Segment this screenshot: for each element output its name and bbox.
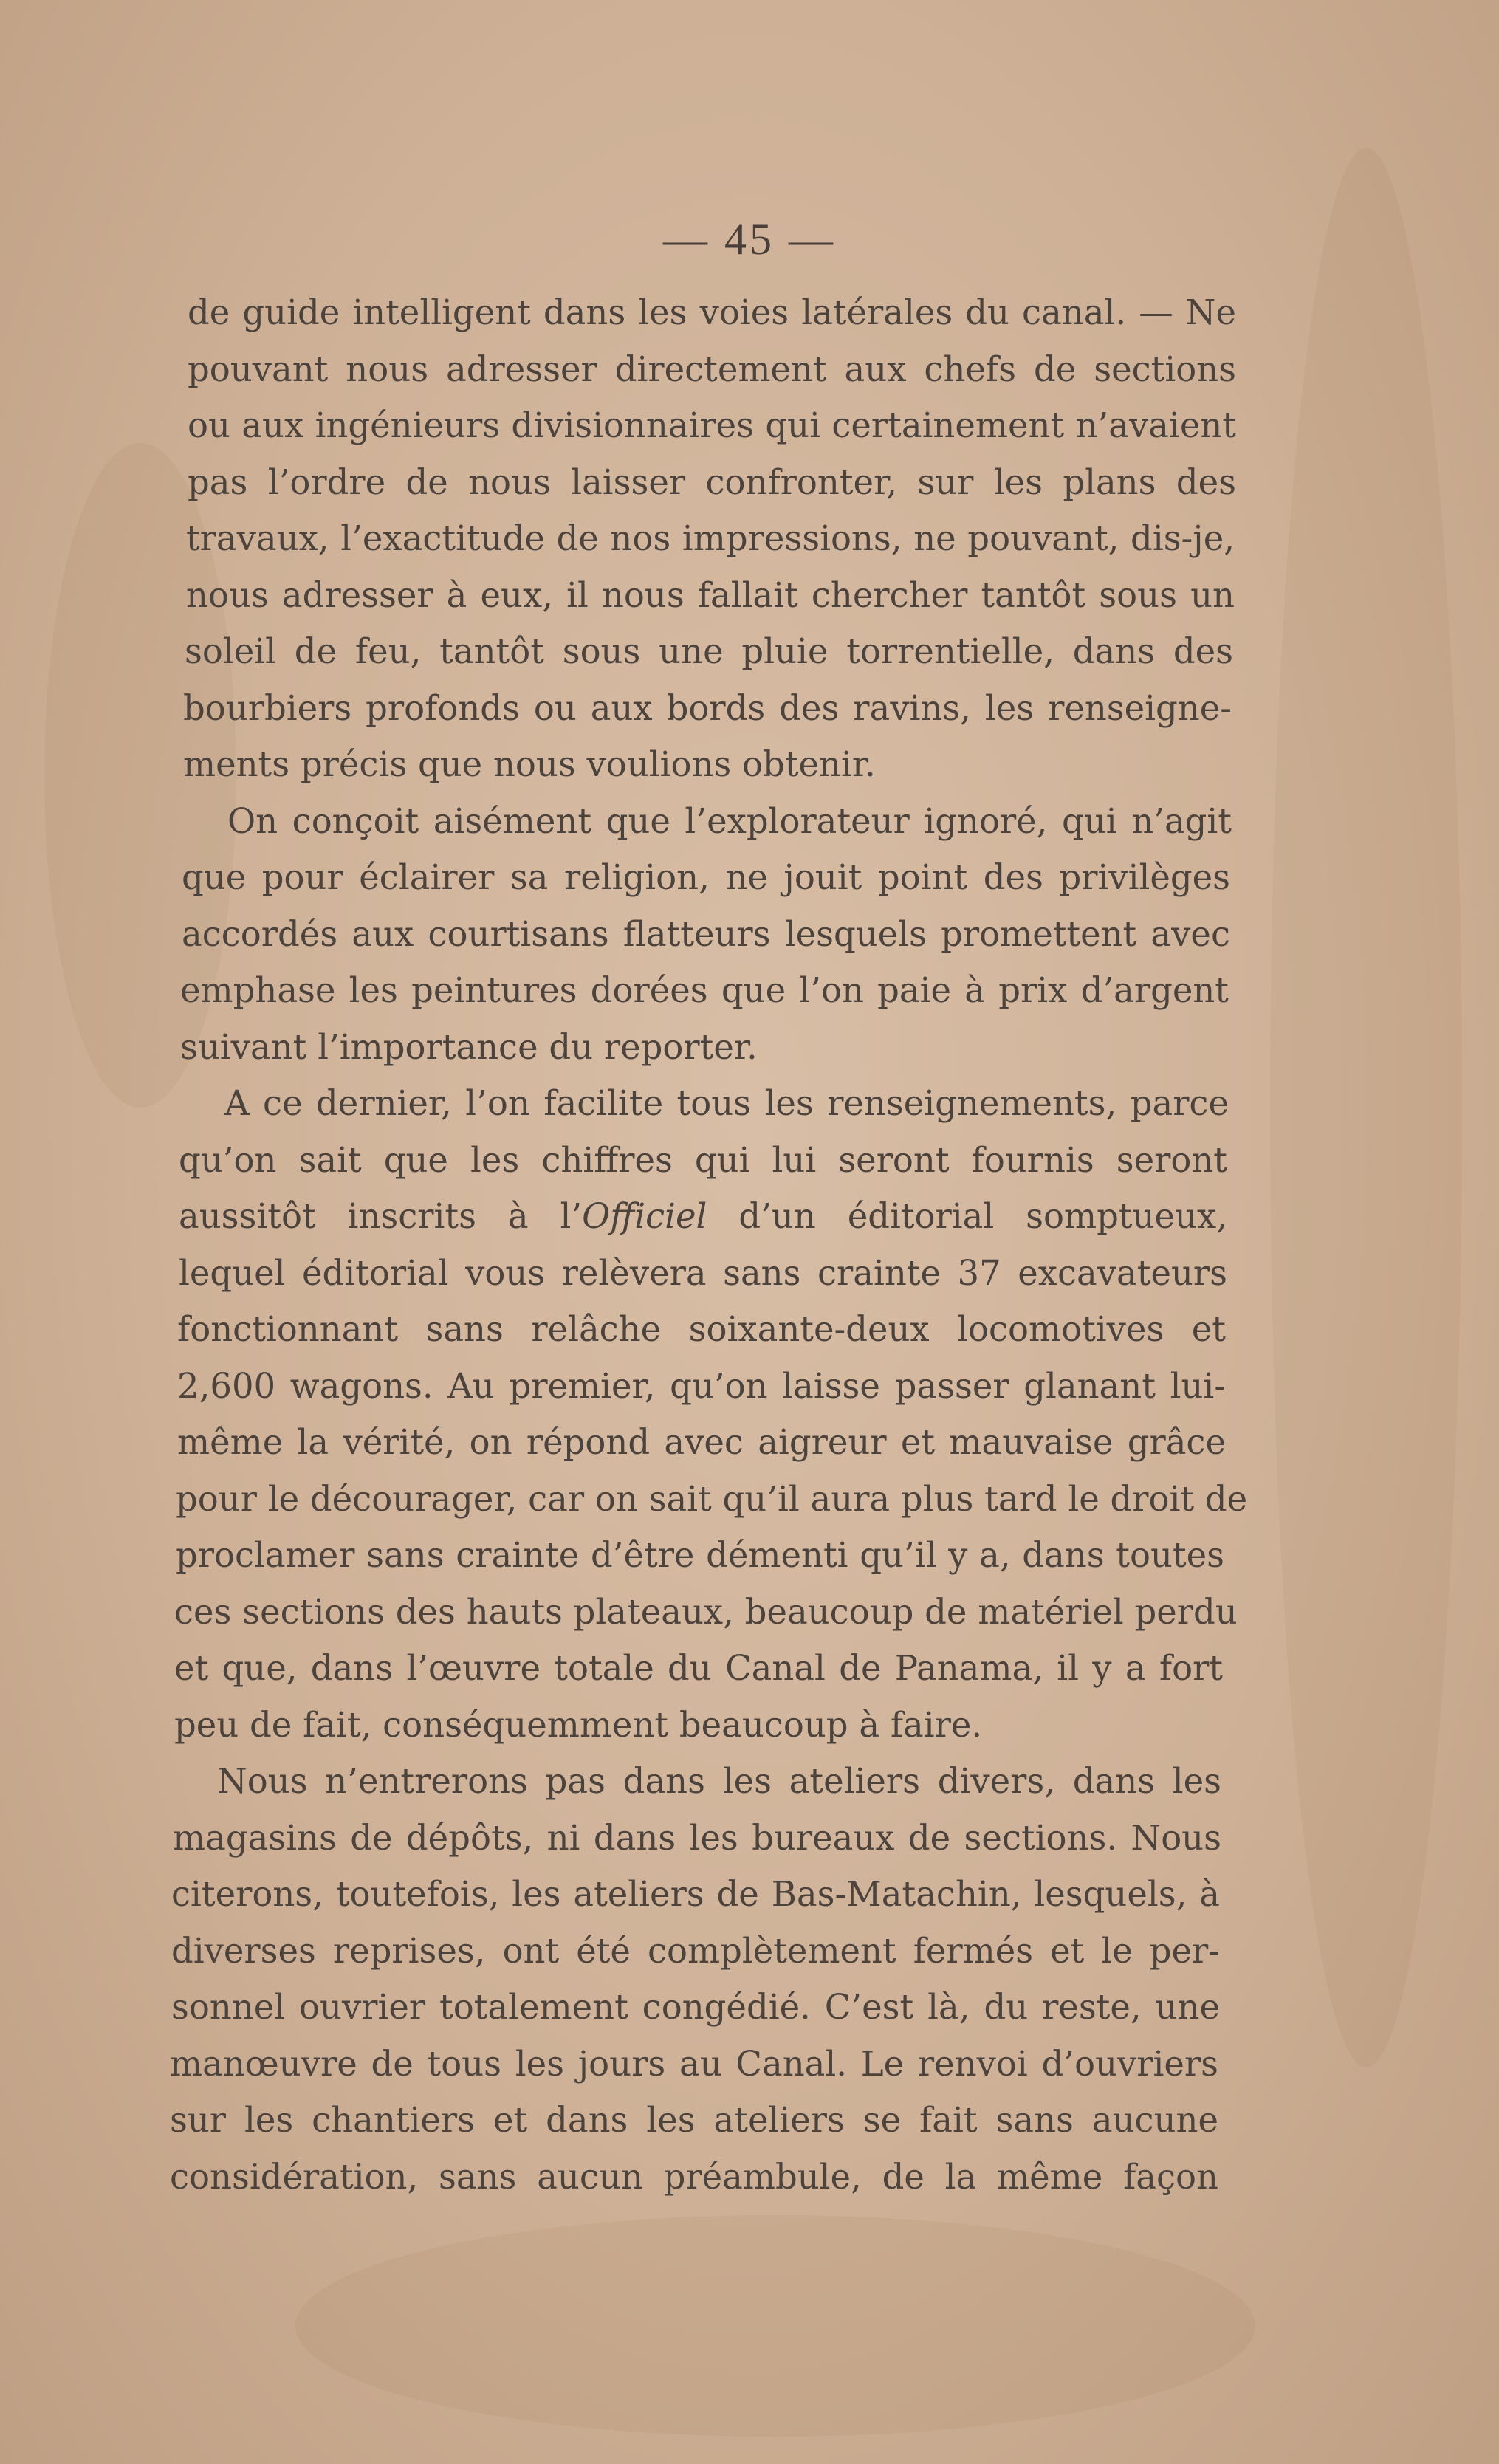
text-line-content: manœuvre de tous les jours au Canal. Le renvoi d’ouvriers (170, 2043, 1218, 2084)
text-line (170, 2036, 1218, 2093)
paper-stain (1270, 148, 1462, 2067)
text-line (170, 2092, 1218, 2149)
text-line (179, 1245, 1227, 1302)
text-line (173, 1753, 1221, 1810)
text-line (183, 680, 1232, 737)
text-line-content: considération, sans aucun préambule, de la même façon (170, 2156, 1218, 2197)
text-line (185, 623, 1233, 680)
text-line (188, 284, 1236, 341)
text-line-content: Nous n’entrerons pas dans les ateliers divers, dans les (217, 1761, 1221, 1801)
text-line (173, 1810, 1221, 1867)
text-line (182, 906, 1230, 963)
text-line (174, 1697, 1223, 1754)
text-line (180, 1075, 1229, 1132)
text-line-content: citerons, toutefois, les ateliers de Bas-Matachin, lesquels, à (171, 1874, 1220, 1914)
body-text (170, 284, 1248, 2205)
text-line (180, 962, 1229, 1019)
paper-stain (295, 2215, 1255, 2437)
text-line (179, 1188, 1227, 1245)
text-line-content: magasins de dépôts, ni dans les bureaux de sections. Nous (173, 1817, 1221, 1858)
text-line-content: bourbiers profonds ou aux bords des ravins, les renseigne- (183, 687, 1232, 728)
text-line-content: sur les chantiers et dans les ateliers se fait sans aucune (170, 2100, 1218, 2140)
text-line (188, 341, 1236, 398)
text-line-content: pouvant nous adresser directement aux chefs de sections (188, 349, 1236, 389)
text-line (174, 1640, 1223, 1697)
text-line (183, 736, 1232, 793)
text-line (170, 2149, 1218, 2206)
text-line (176, 1471, 1248, 1528)
text-line (180, 1019, 1229, 1076)
text-line-content: qu’on sait que les chiffres qui lui seront fournis seront (179, 1139, 1227, 1180)
text-line (177, 1414, 1226, 1471)
text-line-content: suivant l’importance du reporter. (180, 1026, 758, 1067)
text-line (171, 1979, 1220, 2036)
text-line (171, 1866, 1220, 1923)
text-line-content: nous adresser à eux, il nous fallait chercher tantôt sous un (186, 574, 1235, 615)
text-line-content: accordés aux courtisans flatteurs lesquels promettent avec (182, 913, 1230, 954)
text-line (171, 1923, 1220, 1980)
text-line-content: peu de fait, conséquemment beaucoup à faire. (174, 1704, 983, 1745)
text-line-content: travaux, l’exactitude de nos impressions, ne pouvant, dis-je, (186, 518, 1235, 558)
text-line-content: ments précis que nous voulions obtenir. (183, 744, 876, 784)
text-line-content: fonctionnant sans relâche soixante-deux locomotives et (177, 1309, 1226, 1349)
text-line-content: même la vérité, on répond avec aigreur et mauvaise grâce (177, 1422, 1226, 1462)
text-line-content: aussitôt inscrits à l’ (179, 1196, 583, 1236)
text-line (182, 849, 1230, 906)
text-line-content: ou aux ingénieurs divisionnaires qui certainement n’avaient (188, 405, 1236, 445)
text-line (174, 1584, 1238, 1641)
text-line (177, 1301, 1226, 1358)
text-line-content: 2,600 wagons. Au premier, qu’on laisse passer glanant lui- (177, 1365, 1226, 1406)
text-line-content: diverses reprises, ont été complètement fermés et le per- (171, 1930, 1220, 1971)
page-number: — 45 — (663, 215, 836, 264)
text-line-content: pas l’ordre de nous laisser confronter, sur les plans des (188, 461, 1236, 502)
text-line (177, 1358, 1226, 1415)
text-line-content: ces sections des hauts plateaux, beaucoup de matériel perdu (174, 1591, 1238, 1632)
text-line-content: On conçoit aisément que l’explorateur ignoré, qui n’agit (227, 800, 1232, 841)
text-line-content: proclamer sans crainte d’être démenti qu’il y a, dans toutes (176, 1535, 1224, 1575)
text-line-content: sonnel ouvrier totalement congédié. C’est là, du reste, une (171, 1987, 1220, 2027)
text-line-content: et que, dans l’œuvre totale du Canal de Panama, il y a fort (174, 1648, 1223, 1688)
text-line-content: de guide intelligent dans les voies latérales du canal. — Ne (188, 292, 1236, 332)
text-line (188, 454, 1236, 511)
text-line-content: pour le décourager, car on sait qu’il aura plus tard le droit de (176, 1478, 1248, 1519)
text-line-content: que pour éclairer sa religion, ne jouit point des privilèges (182, 857, 1230, 897)
text-line-content: lequel éditorial vous relèvera sans crainte 37 excavateurs (179, 1252, 1227, 1293)
italic-term: Officiel (582, 1196, 707, 1236)
text-line-content: soleil de feu, tantôt sous une pluie torrentielle, dans des (185, 631, 1233, 671)
text-line (176, 1527, 1224, 1584)
text-line (186, 567, 1235, 624)
text-line (179, 1132, 1227, 1189)
text-line-content: A ce dernier, l’on facilite tous les renseignements, parce (224, 1083, 1229, 1123)
text-line (183, 793, 1232, 850)
text-line-content: d’un éditorial somptueux, (707, 1196, 1227, 1236)
text-line (188, 397, 1236, 454)
text-line-content: emphase les peintures dorées que l’on paie à prix d’argent (180, 970, 1229, 1010)
text-line (186, 510, 1235, 567)
